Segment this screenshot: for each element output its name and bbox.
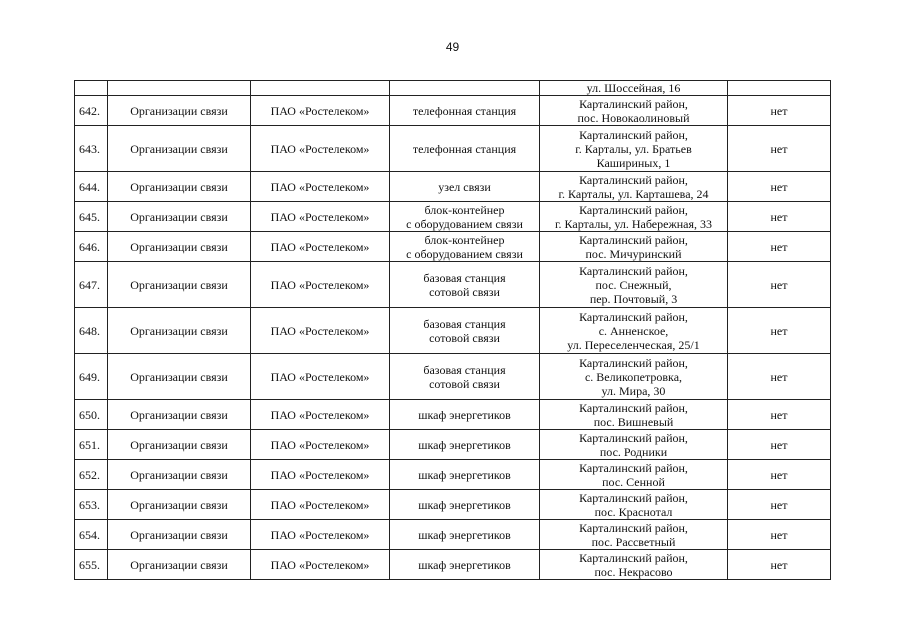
address-line: с. Анненское, [598,323,669,338]
category-cell: Организации связи [108,520,251,550]
address-line: пос. Мичуринский [585,246,682,261]
row-number-cell: 647. [75,262,108,308]
address-cell [540,96,728,126]
address-line: пос. Некрасово [594,564,673,579]
owner-cell: ПАО «Ростелеком» [251,232,390,262]
address-cell [540,262,728,308]
owner-cell: ПАО «Ростелеком» [251,262,390,308]
flag-cell: нет [728,430,831,460]
category-cell: Организации связи [108,430,251,460]
owner-cell: ПАО «Ростелеком» [251,460,390,490]
address-line: пос. Вишневый [593,414,674,429]
row-number-cell: 653. [75,490,108,520]
address-line: Карталинский район, [579,309,688,324]
object-cell [390,354,540,400]
table-row [75,172,831,202]
address-cell [540,81,728,96]
object-line: блок-контейнер [424,202,505,217]
category-cell: Организации связи [108,202,251,232]
flag-cell: нет [728,308,831,354]
object-cell [390,308,540,354]
table-row [75,262,831,308]
object-line: сотовой связи [429,376,500,391]
object-line: базовая станция [423,316,506,331]
address-cell [540,550,728,580]
category-cell: Организации связи [108,172,251,202]
category-cell: Организации связи [108,400,251,430]
object-line: телефонная станция [412,103,517,118]
table-row [75,96,831,126]
object-cell [390,202,540,232]
owner-cell: ПАО «Ростелеком» [251,400,390,430]
address-line: Карталинский район, [579,430,688,445]
object-cell [390,262,540,308]
address-cell [540,430,728,460]
owner-cell: ПАО «Ростелеком» [251,126,390,172]
row-number-cell: 642. [75,96,108,126]
table-row-continuation [75,81,831,96]
category-cell: Организации связи [108,460,251,490]
object-line: шкаф энергетиков [418,557,511,572]
address-line: Кашириных, 1 [596,155,671,170]
address-line: Карталинский район, [579,460,688,475]
flag-cell: нет [728,400,831,430]
owner-cell: ПАО «Ростелеком» [251,308,390,354]
address-line: Карталинский район, [579,400,688,415]
flag-cell: нет [728,232,831,262]
category-cell: Организации связи [108,96,251,126]
address-line: пос. Сенной [602,474,665,489]
owner-cell: ПАО «Ростелеком» [251,172,390,202]
object-cell [390,232,540,262]
flag-cell: нет [728,520,831,550]
address-line: с. Великопетровка, [584,369,683,384]
address-cell [540,232,728,262]
row-number-cell: 646. [75,232,108,262]
address-cell [540,126,728,172]
flag-cell: нет [728,262,831,308]
object-cell [390,490,540,520]
category-cell: Организации связи [108,308,251,354]
address-cell [540,308,728,354]
object-line: шкаф энергетиков [418,497,511,512]
owner-cell: ПАО «Ростелеком» [251,96,390,126]
object-line: узел связи [438,179,491,194]
flag-cell: нет [728,96,831,126]
object-cell [390,550,540,580]
object-cell [390,430,540,460]
objects-table [74,80,831,580]
row-number-cell: 643. [75,126,108,172]
address-line: пос. Новокаолиновый [577,110,690,125]
flag-cell: нет [728,202,831,232]
owner-cell: ПАО «Ростелеком» [251,430,390,460]
row-number-cell: 651. [75,430,108,460]
address-line: г. Карталы, ул. Набережная, 33 [554,216,713,231]
object-cell [390,460,540,490]
table-row [75,490,831,520]
owner-cell: ПАО «Ростелеком» [251,550,390,580]
table-row [75,400,831,430]
address-cell [540,400,728,430]
object-line: сотовой связи [429,330,500,345]
table-row [75,308,831,354]
address-line: ул. Мира, 30 [601,383,666,398]
address-line: г. Карталы, ул. Братьев [575,141,692,156]
object-cell [390,126,540,172]
table-row [75,126,831,172]
object-line: телефонная станция [412,141,517,156]
address-line: г. Карталы, ул. Карташева, 24 [558,186,709,201]
address-cell [540,202,728,232]
address-line: пос. Краснотал [594,504,673,519]
object-line: шкаф энергетиков [418,527,511,542]
owner-cell: ПАО «Ростелеком» [251,520,390,550]
object-line: базовая станция [423,270,506,285]
object-line: шкаф энергетиков [418,467,511,482]
row-number-cell: 655. [75,550,108,580]
table-row [75,430,831,460]
table-row [75,232,831,262]
flag-cell: нет [728,354,831,400]
object-line: шкаф энергетиков [418,407,511,422]
page-number: 49 [445,40,460,54]
address-line: Карталинский район, [579,490,688,505]
address-line: ул. Шоссейная, 16 [586,81,681,95]
row-number-cell: 644. [75,172,108,202]
flag-cell: нет [728,550,831,580]
address-line: Карталинский район, [579,263,688,278]
table-row [75,202,831,232]
address-cell [540,520,728,550]
row-number-cell: 652. [75,460,108,490]
flag-cell: нет [728,460,831,490]
object-line: сотовой связи [429,284,500,299]
address-cell [540,490,728,520]
category-cell: Организации связи [108,232,251,262]
table-row [75,460,831,490]
flag-cell: нет [728,490,831,520]
address-line: Карталинский район, [579,520,688,535]
address-cell [540,460,728,490]
address-line: пос. Родники [599,444,668,459]
address-cell [540,354,728,400]
category-cell: Организации связи [108,262,251,308]
address-line: пос. Снежный, [595,277,672,292]
category-cell: Организации связи [108,354,251,400]
flag-cell: нет [728,172,831,202]
owner-cell: ПАО «Ростелеком» [251,202,390,232]
object-cell [390,520,540,550]
address-line: Карталинский район, [579,172,688,187]
address-line: Карталинский район, [579,127,688,142]
object-cell [390,172,540,202]
row-number-cell: 649. [75,354,108,400]
address-line: пер. Почтовый, 3 [589,291,678,306]
object-cell [390,96,540,126]
address-cell [540,172,728,202]
object-cell [390,400,540,430]
row-number-cell: 650. [75,400,108,430]
flag-cell: нет [728,126,831,172]
category-cell: Организации связи [108,550,251,580]
object-line: блок-контейнер [424,232,505,247]
object-line: с оборудованием связи [406,216,523,231]
table-row [75,520,831,550]
owner-cell: ПАО «Ростелеком» [251,490,390,520]
address-line: Карталинский район, [579,96,688,111]
object-line: шкаф энергетиков [418,437,511,452]
address-line: Карталинский район, [579,202,688,217]
table-row [75,550,831,580]
row-number-cell: 648. [75,308,108,354]
object-line: с оборудованием связи [406,246,523,261]
address-line: Карталинский район, [579,355,688,370]
address-line: Карталинский район, [579,232,688,247]
object-line: базовая станция [423,362,506,377]
owner-cell: ПАО «Ростелеком» [251,354,390,400]
category-cell: Организации связи [108,490,251,520]
address-line: ул. Переселенческая, 25/1 [567,337,700,352]
address-line: Карталинский район, [579,550,688,565]
row-number-cell: 645. [75,202,108,232]
row-number-cell: 654. [75,520,108,550]
address-line: пос. Рассветный [591,534,676,549]
category-cell: Организации связи [108,126,251,172]
table-row [75,354,831,400]
